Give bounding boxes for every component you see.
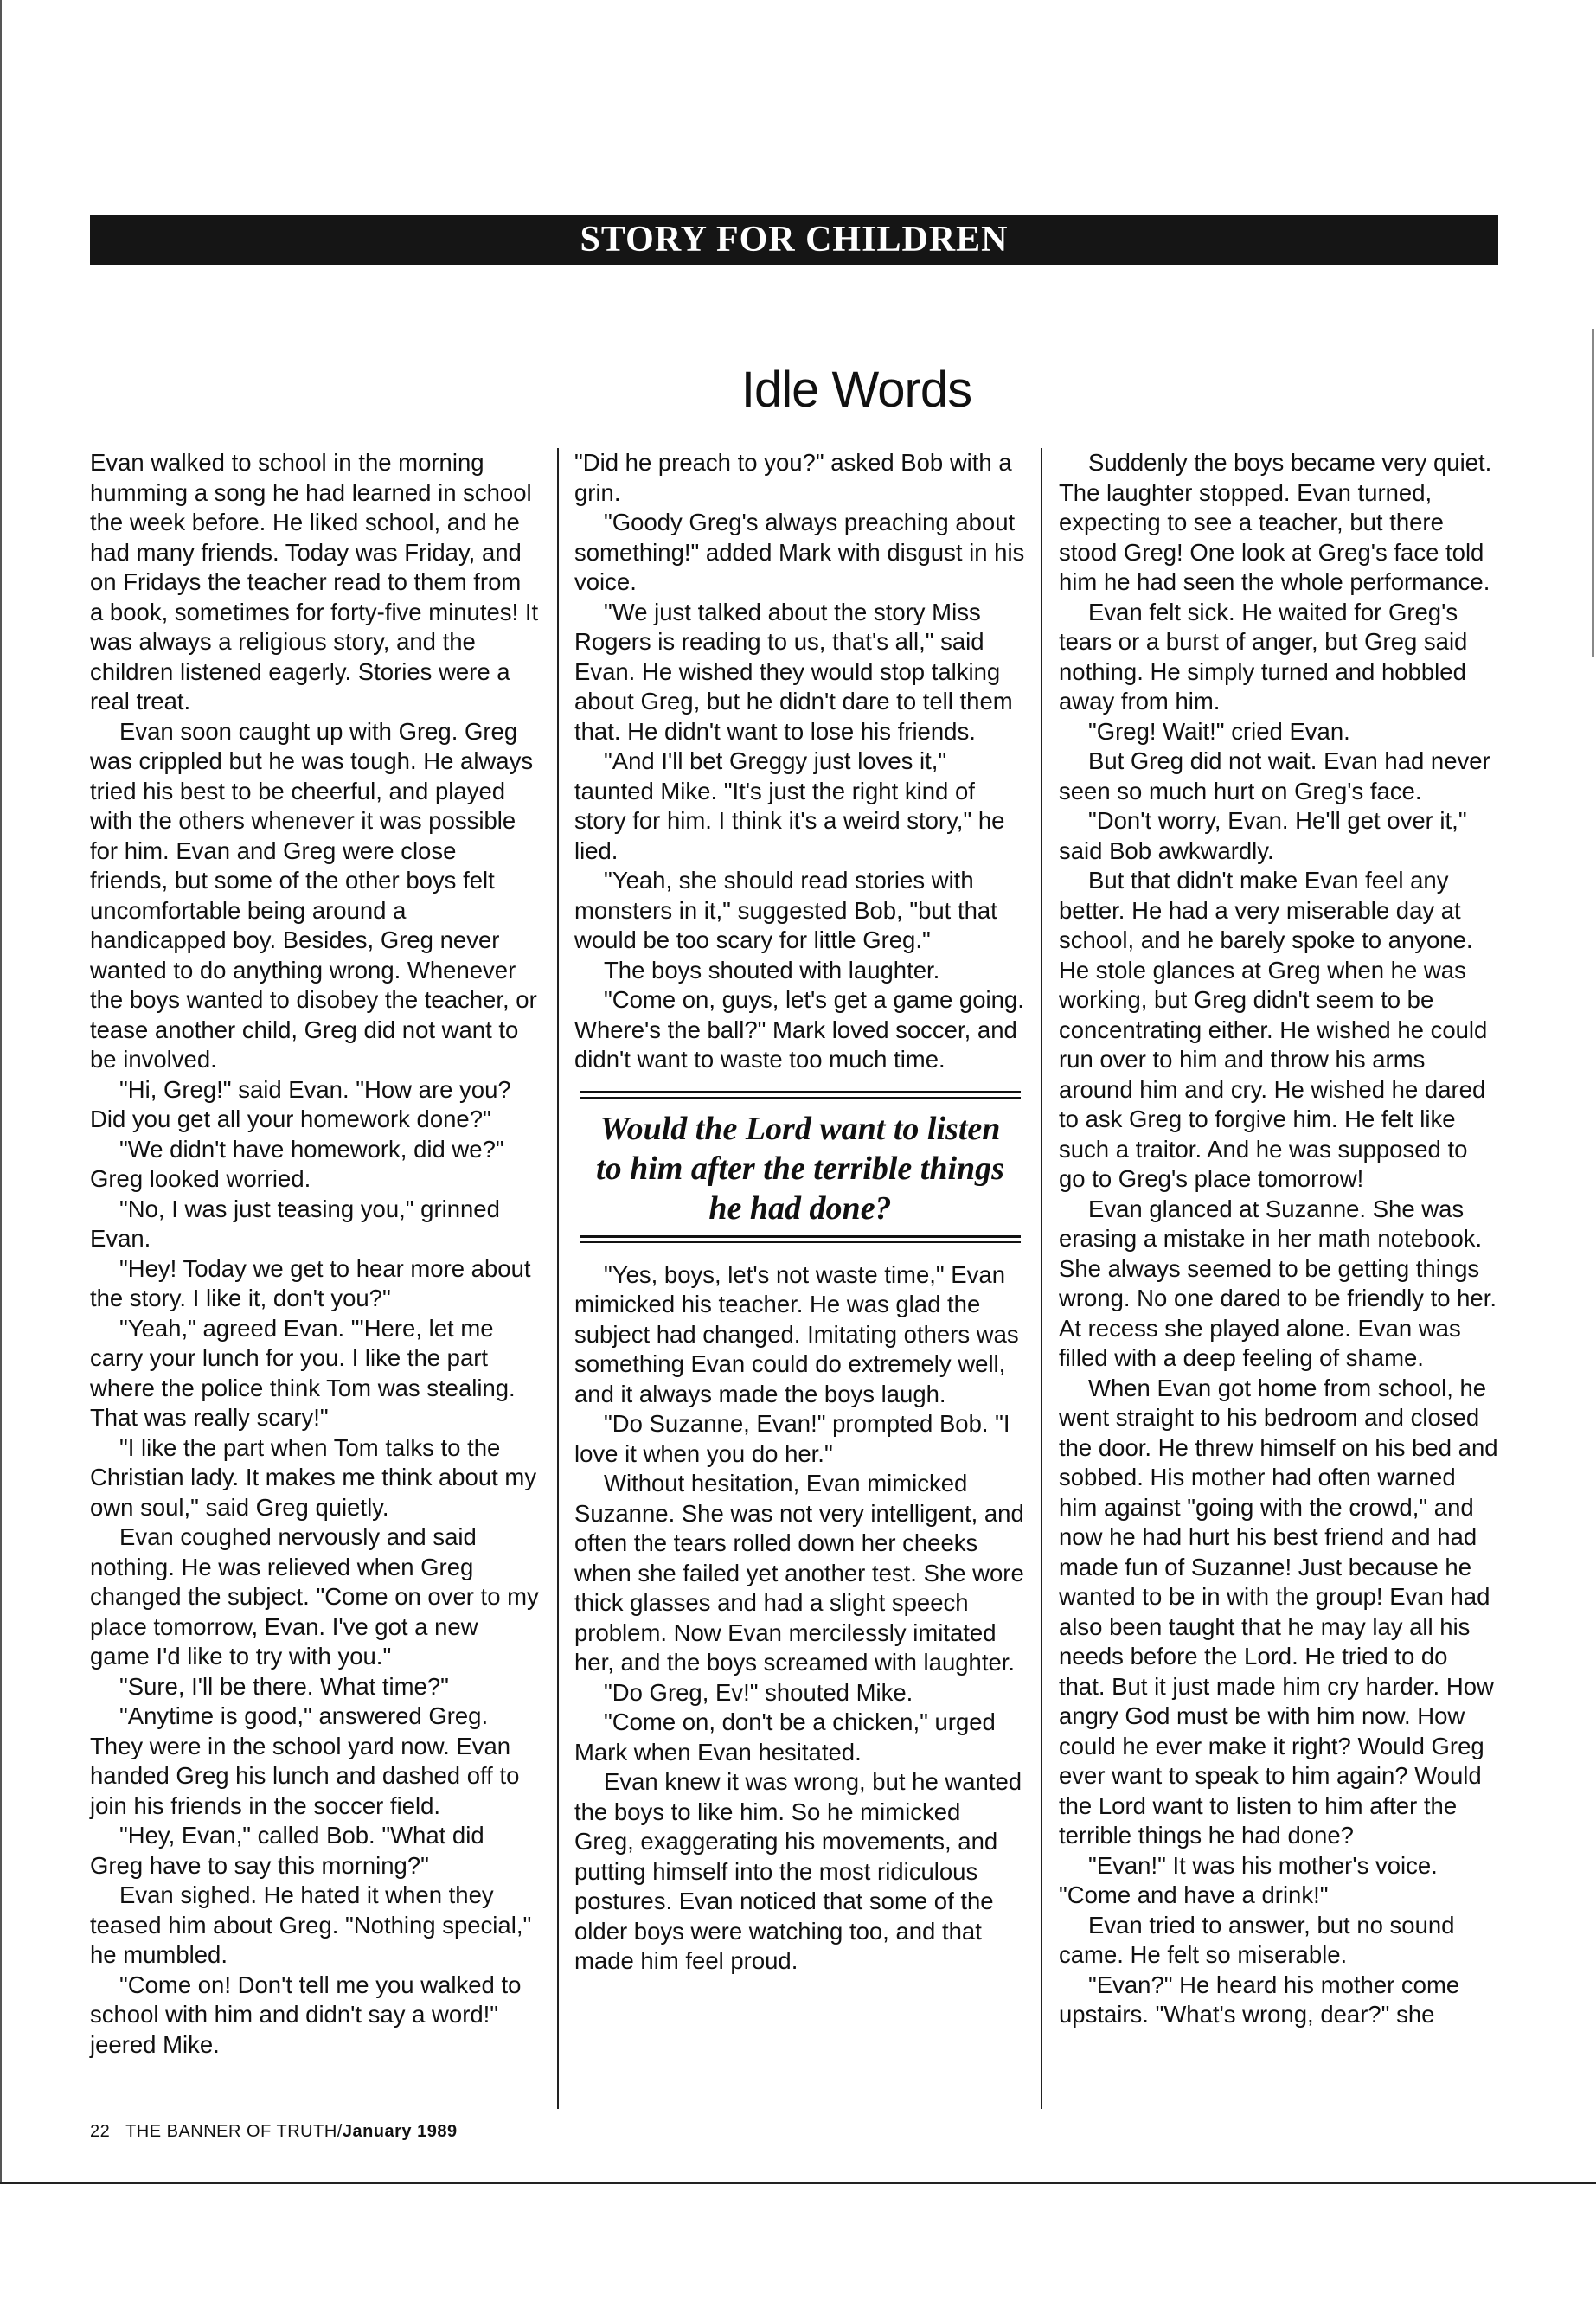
paragraph: Evan walked to school in the morning humming a song he had learned in school the week before. He liked school, and he had many friends. Today was Friday, and on Fridays the teacher read to them from a book, sometimes for forty-five minutes! It was always a religious story, and the children listened eagerly. Stories were a real treat.	[90, 449, 539, 715]
column-2-lower	[574, 1260, 1026, 1977]
column-divider	[1041, 448, 1042, 2109]
section-banner: STORY FOR CHILDREN	[90, 215, 1498, 265]
paragraph: "Hey! Today we get to hear more about the story. I like it, don't you?"	[90, 1254, 531, 1311]
paragraph: "Hey, Evan," called Bob. "What did Greg have to say this morning?"	[90, 1822, 484, 1879]
paragraph: "Greg! Wait!" cried Evan.	[1088, 717, 1350, 745]
paragraph: When Evan got home from school, he went straight to his bedroom and closed the door. He threw himself on his bed and sobbed. His mother had often warned him against "going with the crowd," and now he had hurt his best friend and had made fun of Suzanne! Just because he wanted to be in with the group! Evan had also been taught that he may lay all his needs before the Lord. He tried to do that. But it just made him cry harder. How angry God must be with him now. How could he ever make it right? Would Greg ever want to speak to him again? Would the Lord want to listen to him after the terrible things he had done?	[1059, 1374, 1498, 1849]
paragraph: Suddenly the boys became very quiet. The laughter stopped. Evan turned, expecting to see a teacher, but there stood Greg! One look at Greg's face told him he had seen the whole performance.	[1059, 449, 1492, 595]
paragraph: "Do Greg, Ev!" shouted Mike.	[604, 1678, 913, 1706]
paragraph: Evan felt sick. He waited for Greg's tears or a burst of anger, but Greg said nothing. He simply turned and hobbled away from him.	[1059, 598, 1468, 715]
column-divider	[557, 448, 559, 2109]
paragraph: Evan soon caught up with Greg. Greg was crippled but he was tough. He always tried his best to be cheerful, and played with the others whenever it was possible for him. Evan and Greg were close friends, but some of the other boys felt uncomfortable being around a handicapped boy. Besides, Greg never wanted to do anything wrong. Whenever the boys wanted to disobey the teacher, or tease another child, Greg did not want to be involved.	[90, 717, 537, 1073]
paragraph: "Sure, I'll be there. What time?"	[119, 1672, 449, 1700]
paragraph: "Don't worry, Evan. He'll get over it," said Bob awkwardly.	[1059, 807, 1467, 864]
paragraph: "And I'll bet Greggy just loves it," taunted Mike. "It's just the right kind of story for him. I think it's a weird story," he lied.	[574, 747, 1005, 864]
paragraph: "Hi, Greg!" said Evan. "How are you? Did you get all your homework done?"	[90, 1075, 511, 1132]
text-column-2	[574, 448, 1026, 1977]
page-top-edge	[0, 0, 1596, 9]
publication-name: THE BANNER OF TRUTH/	[125, 2122, 343, 2141]
page-number: 22	[90, 2122, 111, 2141]
paragraph: "Yeah," agreed Evan. "'Here, let me carry your lunch for you. I like the part where the police think Tom was stealing. That was really scary!"	[90, 1314, 516, 1431]
paragraph: "Did he preach to you?" asked Bob with a grin.	[574, 449, 1012, 506]
pull-quote: Would the Lord want to listen to him after the terrible things he had done?	[596, 1110, 1004, 1227]
pull-quote-rule-top	[580, 1091, 1021, 1099]
paragraph: "I like the part when Tom talks to the Christian lady. It makes me think about my own soul," said Greg quietly.	[90, 1433, 537, 1521]
paragraph: But that didn't make Evan feel any better. He had a very miserable day at school, and he barely spoke to anyone. He stole glances at Greg when he was working, but Greg didn't seem to be concentrating either. He wished he could run over to him and throw his arms around him and cry. He wished he dared to ask Greg to forgive him. He felt like such a traitor. And he was supposed to go to Greg's place tomorrow!	[1059, 867, 1488, 1192]
page-left-edge	[0, 0, 2, 2184]
paragraph: Evan knew it was wrong, but he wanted the boys to like him. So he mimicked Greg, exaggerating his movements, and putting himself into the most ridiculous postures. Evan noticed that some of the older boys were watching too, and that made him feel proud.	[574, 1768, 1022, 1974]
paragraph: Evan tried to answer, but no sound came. He felt so miserable.	[1059, 1911, 1455, 1968]
paragraph: Without hesitation, Evan mimicked Suzanne. She was not very intelligent, and often the tears rolled down her cheeks when she failed yet another test. She wore thick glasses and had a slight speech problem. Now Evan mercilessly imitated her, and the boys screamed with laughter.	[574, 1470, 1024, 1676]
text-column-3	[1059, 448, 1500, 2030]
paragraph: The boys shouted with laughter.	[604, 956, 940, 984]
paragraph: "We just talked about the story Miss Rogers is reading to us, that's all," said Evan. He wished they would stop talking about Greg, but he didn't dare to tell them that. He didn't want to lose his friends.	[574, 598, 1013, 745]
page-bottom-edge	[0, 2182, 1596, 2184]
issue-date: January 1989	[342, 2122, 458, 2141]
paragraph: Evan coughed nervously and said nothing. He was relieved when Greg changed the subject. "Come on over to my place tomorrow, Evan. I've got a new game I'd like to try with you."	[90, 1523, 539, 1670]
paragraph: "Come on! Don't tell me you walked to school with him and didn't say a word!" jeered Mike.	[90, 1971, 522, 2058]
paragraph: But Greg did not wait. Evan had never seen so much hurt on Greg's face.	[1059, 747, 1490, 804]
paragraph: "Goody Greg's always preaching about something!" added Mark with disgust in his voice.	[574, 509, 1025, 595]
paragraph: "Anytime is good," answered Greg. They were in the school yard now. Evan handed Greg his lunch and dashed off to join his friends in the soccer field.	[90, 1702, 520, 1819]
paragraph: "No, I was just teasing you," grinned Evan.	[90, 1195, 500, 1252]
story-title: Idle Words	[740, 362, 972, 418]
paragraph: "Evan!" It was his mother's voice. "Come and have a drink!"	[1059, 1851, 1438, 1908]
paragraph: "Yes, boys, let's not waste time," Evan mimicked his teacher. He was glad the subject had changed. Imitating others was something Evan could do extremely well, and it always made the boys laugh.	[574, 1260, 1019, 1407]
paragraph: "Do Suzanne, Evan!" prompted Bob. "I love it when you do her."	[574, 1410, 1010, 1467]
page-footer	[90, 2121, 458, 2142]
paragraph: "Come on, guys, let's get a game going. Where's the ball?" Mark loved soccer, and didn't want to waste too much time.	[574, 986, 1024, 1073]
paragraph: "Yeah, she should read stories with monsters in it," suggested Bob, "but that would be too scary for little Greg."	[574, 867, 997, 953]
column-2-upper	[574, 448, 1026, 1075]
scan-artifact	[1592, 329, 1594, 657]
text-column-1	[90, 448, 540, 2060]
pull-quote-box	[580, 1091, 1021, 1243]
paragraph: "Evan?" He heard his mother come upstairs. "What's wrong, dear?" she	[1059, 1971, 1460, 2028]
paragraph: Evan glanced at Suzanne. She was erasing a mistake in her math notebook. She always seemed to be getting things wrong. No one dared to be friendly to her. At recess she played alone. Evan was filled with a deep feeling of shame.	[1059, 1195, 1497, 1371]
paragraph: "Come on, don't be a chicken," urged Mark when Evan hesitated.	[574, 1708, 996, 1766]
paragraph: "We didn't have homework, did we?" Greg looked worried.	[90, 1135, 504, 1192]
paragraph: Evan sighed. He hated it when they teased him about Greg. "Nothing special," he mumbled.	[90, 1881, 532, 1968]
pull-quote-rule-bottom	[580, 1235, 1021, 1243]
